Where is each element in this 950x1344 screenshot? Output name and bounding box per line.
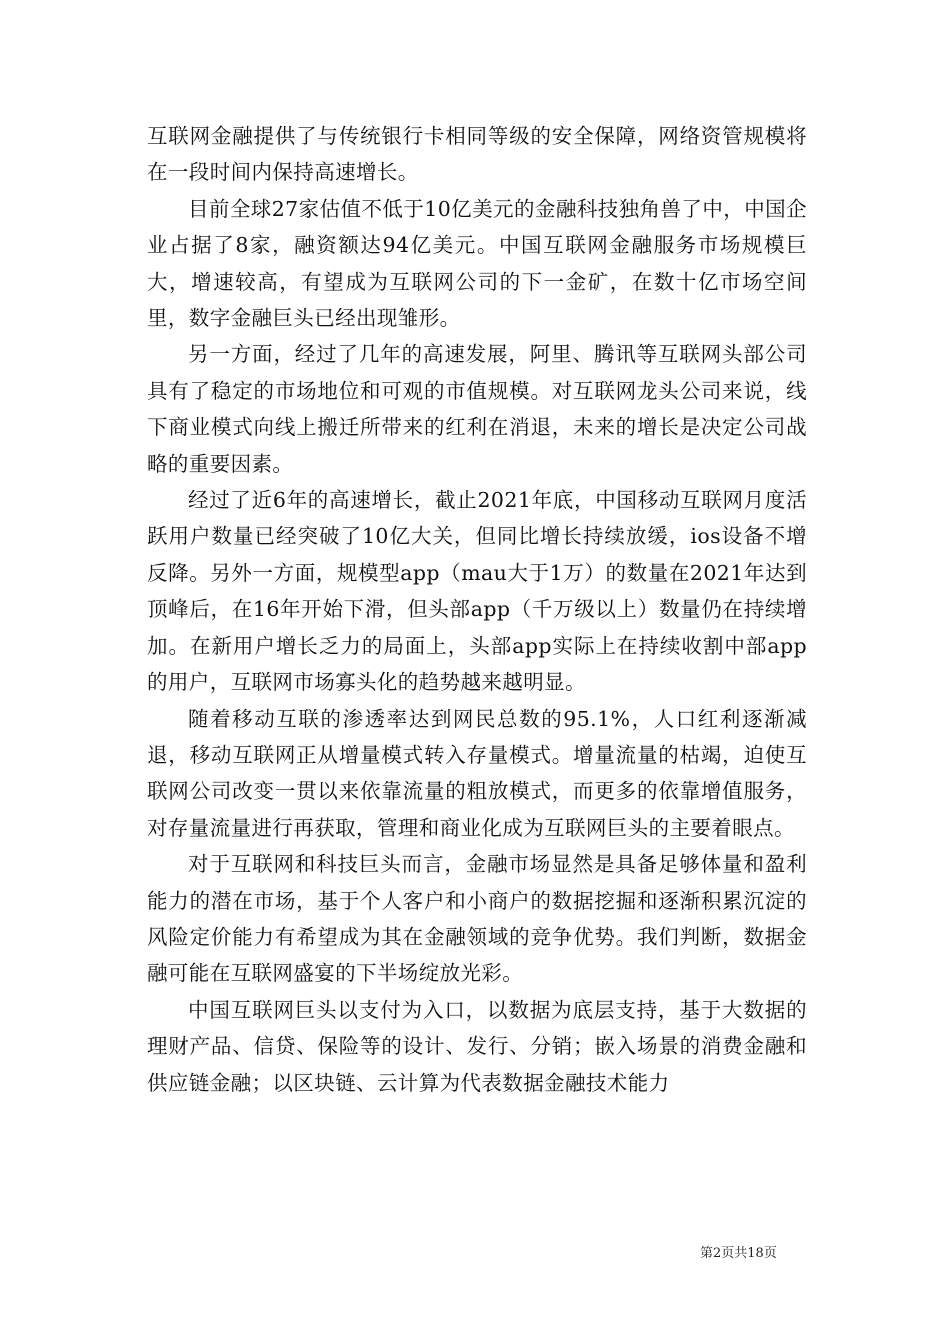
paragraph-2: 目前全球27家估值不低于10亿美元的金融科技独角兽了中，中国企业占据了8家，融资额达94亿美元。中国互联网金融服务市场规模巨大，增速较高，有望成为互联网公司的下一金矿，在数十亿市场空间里，数字金融巨头已经出现雏形。 xyxy=(147,196,807,331)
paragraph-3: 另一方面，经过了几年的高速发展，阿里、腾讯等互联网头部公司具有了稳定的市场地位和可观的市值规模。对互联网龙头公司来说，线下商业模式向线上搬迁所带来的红利在消退，未来的增长是决定公司战略的重要因素。 xyxy=(147,342,807,476)
document-body xyxy=(147,118,807,1101)
paragraph-4: 经过了近6年的高速增长，截止2021年底，中国移动互联网月度活跃用户数量已经突破了10亿大关，但同比增长持续放缓，ios设备不增反降。另外一方面，规模型app（mau大于1万）的数量在2021年达到顶峰后，在16年开始下滑，但头部app（千万级以上）数量仍在持续增加。在新用户增长乏力的局面上，头部app实际上在持续收割中部app的用户，互联网市场寡头化的趋势越来越明显。 xyxy=(147,488,807,695)
page-number-footer: 第2页共18页 xyxy=(700,1246,777,1261)
paragraph-7: 中国互联网巨头以支付为入口，以数据为底层支持，基于大数据的理财产品、信贷、保险等的设计、发行、分销；嵌入场景的消费金融和供应链金融；以区块链、云计算为代表数据金融技术能力 xyxy=(147,997,807,1095)
paragraph-6: 对于互联网和科技巨头而言，金融市场显然是具备足够体量和盈利能力的潜在市场，基于个人客户和小商户的数据挖掘和逐渐积累沉淀的风险定价能力有希望成为其在金融领域的竞争优势。我们判断，数据金融可能在互联网盛宴的下半场绽放光彩。 xyxy=(147,852,807,986)
paragraph-5: 随着移动互联的渗透率达到网民总数的95.1%，人口红利逐渐减退，移动互联网正从增量模式转入存量模式。增量流量的枯竭，迫使互联网公司改变一贯以来依靠流量的粗放模式，而更多的依靠增值服务，对存量流量进行再获取，管理和商业化成为互联网巨头的主要着眼点。 xyxy=(147,706,807,840)
paragraph-1: 互联网金融提供了与传统银行卡相同等级的安全保障，网络资管规模将在一段时间内保持高速增长。 xyxy=(147,124,807,185)
